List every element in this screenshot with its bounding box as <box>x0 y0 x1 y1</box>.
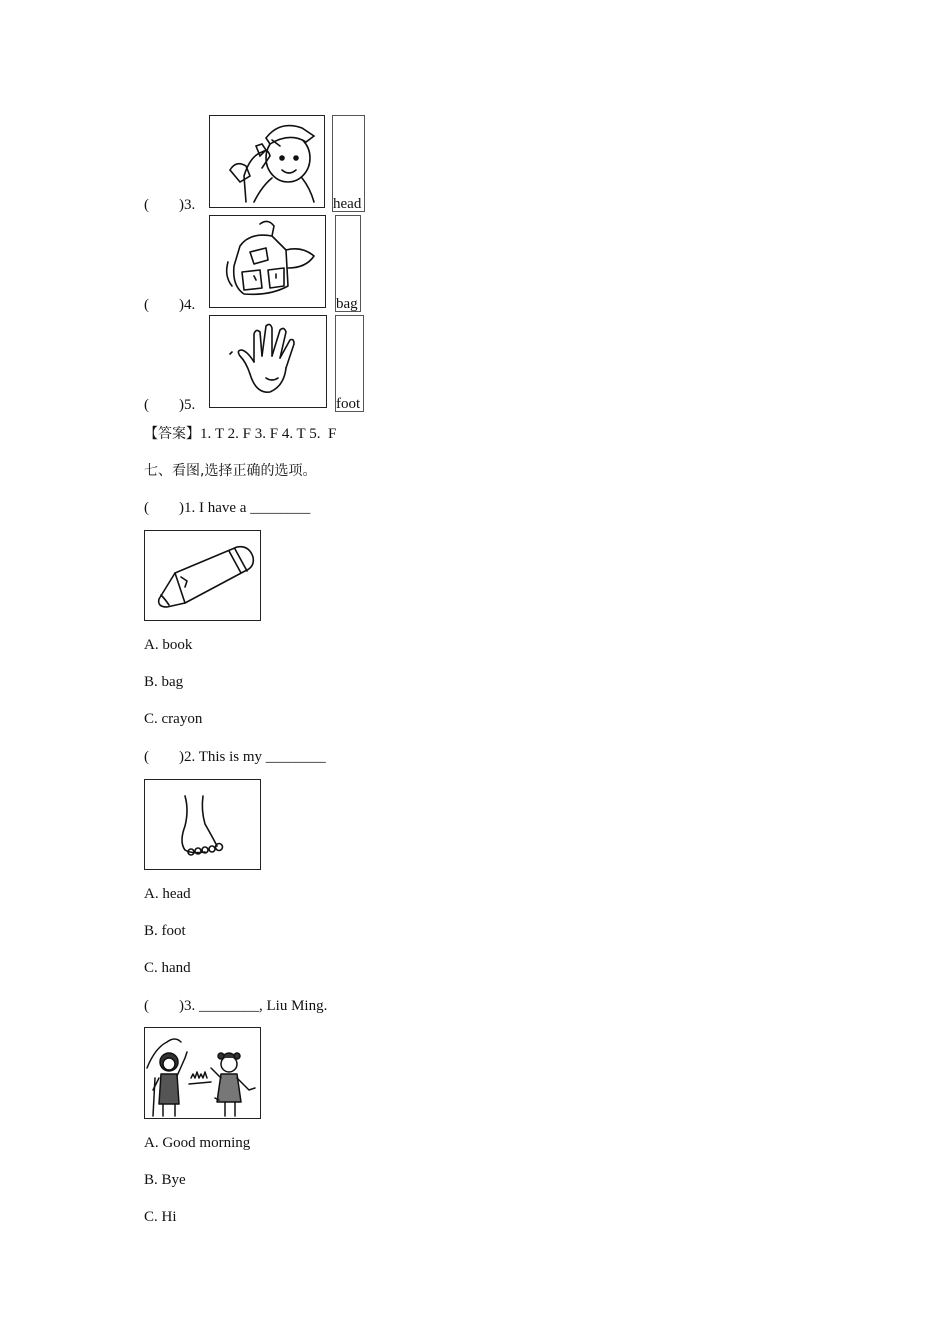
answer-line <box>144 425 336 443</box>
question-3-option-a: A. Good morning <box>144 1135 251 1151</box>
question-1-option-c: C. crayon <box>144 711 203 727</box>
matching-item-5-number: ( )5. <box>144 397 196 413</box>
question-1-option-b: B. bag <box>144 674 184 690</box>
boy-head-icon <box>210 116 323 206</box>
matching-item-4-number: ( )4. <box>144 297 196 313</box>
matching-item-3-number: ( )3. <box>144 197 196 213</box>
question-1-option-a: A. book <box>144 637 193 653</box>
matching-word-box-bag <box>335 215 361 312</box>
section-7-title: 七、看图,选择正确的选项。 <box>144 463 317 479</box>
question-3-option-c: C. Hi <box>144 1209 177 1225</box>
foot-image <box>144 779 261 870</box>
matching-word-box-foot <box>335 315 364 412</box>
question-1-stem: ( )1. I have a ________ <box>144 500 311 516</box>
matching-word-box-head <box>332 115 365 212</box>
question-2-option-c: C. hand <box>144 960 191 976</box>
foot-icon <box>145 780 259 868</box>
matching-word-head: head <box>333 196 362 212</box>
hand-icon <box>210 316 325 406</box>
question-2-stem: ( )2. This is my ________ <box>144 749 326 765</box>
question-2-option-b: B. foot <box>144 923 186 939</box>
matching-word-foot: foot <box>336 396 361 412</box>
boy-touching-head-image <box>209 115 325 208</box>
matching-word-bag: bag <box>336 296 358 312</box>
answer-text: 1. T 2. F 3. F 4. T 5. F <box>200 426 337 442</box>
answer-label: 【答案】 <box>144 426 200 442</box>
backpack-image <box>209 215 326 308</box>
question-3-stem: ( )3. ________, Liu Ming. <box>144 998 328 1014</box>
crayon-icon <box>145 531 259 619</box>
question-3-option-b: B. Bye <box>144 1172 186 1188</box>
children-icon <box>145 1028 259 1117</box>
backpack-icon <box>210 216 324 306</box>
crayon-image <box>144 530 261 621</box>
question-2-option-a: A. head <box>144 886 191 902</box>
two-children-waving-image <box>144 1027 261 1119</box>
hand-image <box>209 315 327 408</box>
